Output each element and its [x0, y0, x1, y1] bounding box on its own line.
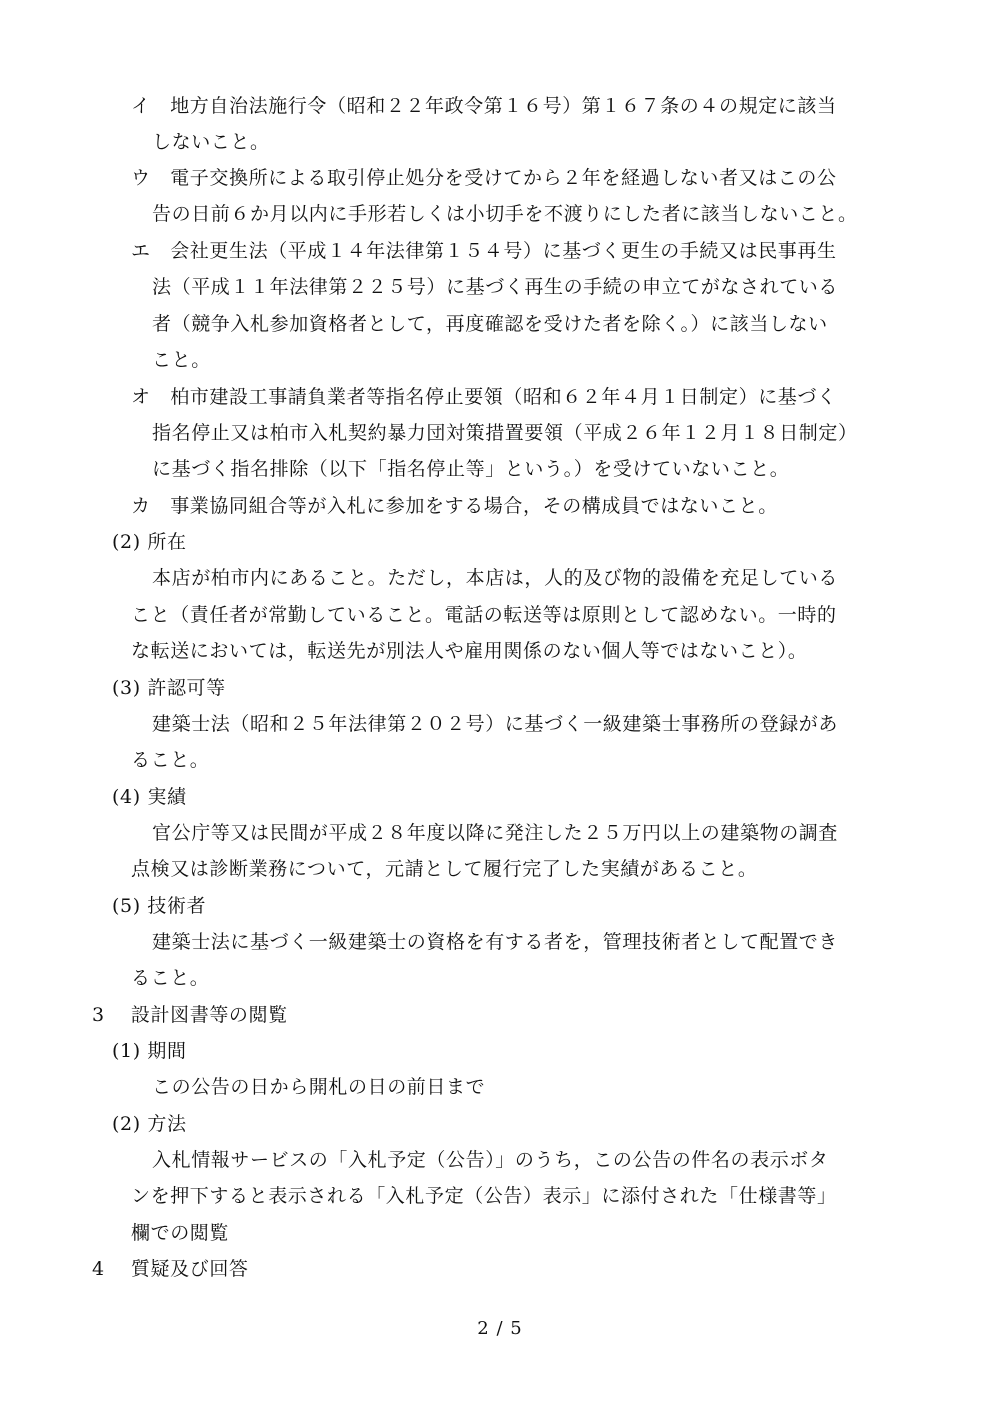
text-line: ウ 電子交換所による取引停止処分を受けてから２年を経過しない者又はこの公	[131, 167, 837, 189]
section-heading: (4) 実績	[112, 786, 187, 808]
text-line: こと（責任者が常勤していること。電話の転送等は原則として認めない。一時的	[131, 604, 837, 626]
text-line: イ 地方自治法施行令（昭和２２年政令第１６号）第１６７条の４の規定に該当	[131, 95, 837, 117]
section-heading: (1) 期間	[112, 1040, 187, 1062]
section-heading: (2) 所在	[112, 531, 187, 553]
text-line: 法（平成１１年法律第２２５号）に基づく再生の手続の申立てがなされている	[152, 276, 839, 298]
section-heading: (2) 方法	[112, 1113, 187, 1135]
text-line: カ 事業協同組合等が入札に参加をする場合，その構成員ではないこと。	[131, 495, 778, 517]
text-line: 入札情報サービスの「入札予定（公告）」のうち，この公告の件名の表示ボタ	[152, 1149, 829, 1171]
text-line: 建築士法（昭和２５年法律第２０２号）に基づく一級建築士事務所の登録があ	[152, 713, 839, 735]
text-line: しないこと。	[152, 131, 270, 153]
text-line: 指名停止又は柏市入札契約暴力団対策措置要領（平成２６年１２月１８日制定）	[152, 422, 858, 444]
text-line: 官公庁等又は民間が平成２８年度以降に発注した２５万円以上の建築物の調査	[152, 822, 839, 844]
text-line: ること。	[131, 967, 210, 989]
chapter-heading: 3 設計図書等の閲覧	[92, 1004, 288, 1026]
text-line: 本店が柏市内にあること。ただし，本店は，人的及び物的設備を充足している	[152, 567, 839, 589]
text-line: な転送においては，転送先が別法人や雇用関係のない個人等ではないこと）。	[131, 640, 808, 662]
section-heading: (5) 技術者	[112, 895, 207, 917]
text-line: 者（競争入札参加資格者として，再度確認を受けた者を除く。）に該当しない	[152, 313, 828, 335]
text-line: ること。	[131, 749, 210, 771]
text-line: 欄での閲覧	[131, 1222, 230, 1244]
text-line: ンを押下すると表示される「入札予定（公告）表示」に添付された「仕様書等」	[131, 1185, 837, 1207]
text-line: こと。	[152, 349, 211, 371]
text-line: 建築士法に基づく一級建築士の資格を有する者を，管理技術者として配置でき	[152, 931, 839, 953]
page-number: 2 / 5	[477, 1318, 523, 1339]
text-line: 点検又は診断業務について，元請として履行完了した実績があること。	[131, 858, 758, 880]
text-line: エ 会社更生法（平成１４年法律第１５４号）に基づく更生の手続又は民事再生	[131, 240, 837, 262]
text-line: 告の日前６か月以内に手形若しくは小切手を不渡りにした者に該当しないこと。	[152, 203, 858, 225]
text-line: オ 柏市建設工事請負業者等指名停止要領（昭和６２年４月１日制定）に基づく	[131, 386, 837, 408]
text-line: この公告の日から開札の日の前日まで	[152, 1076, 486, 1098]
chapter-heading: 4 質疑及び回答	[92, 1258, 249, 1280]
text-line: に基づく指名排除（以下「指名停止等」という。）を受けていないこと。	[152, 458, 790, 480]
section-heading: (3) 許認可等	[112, 677, 226, 699]
